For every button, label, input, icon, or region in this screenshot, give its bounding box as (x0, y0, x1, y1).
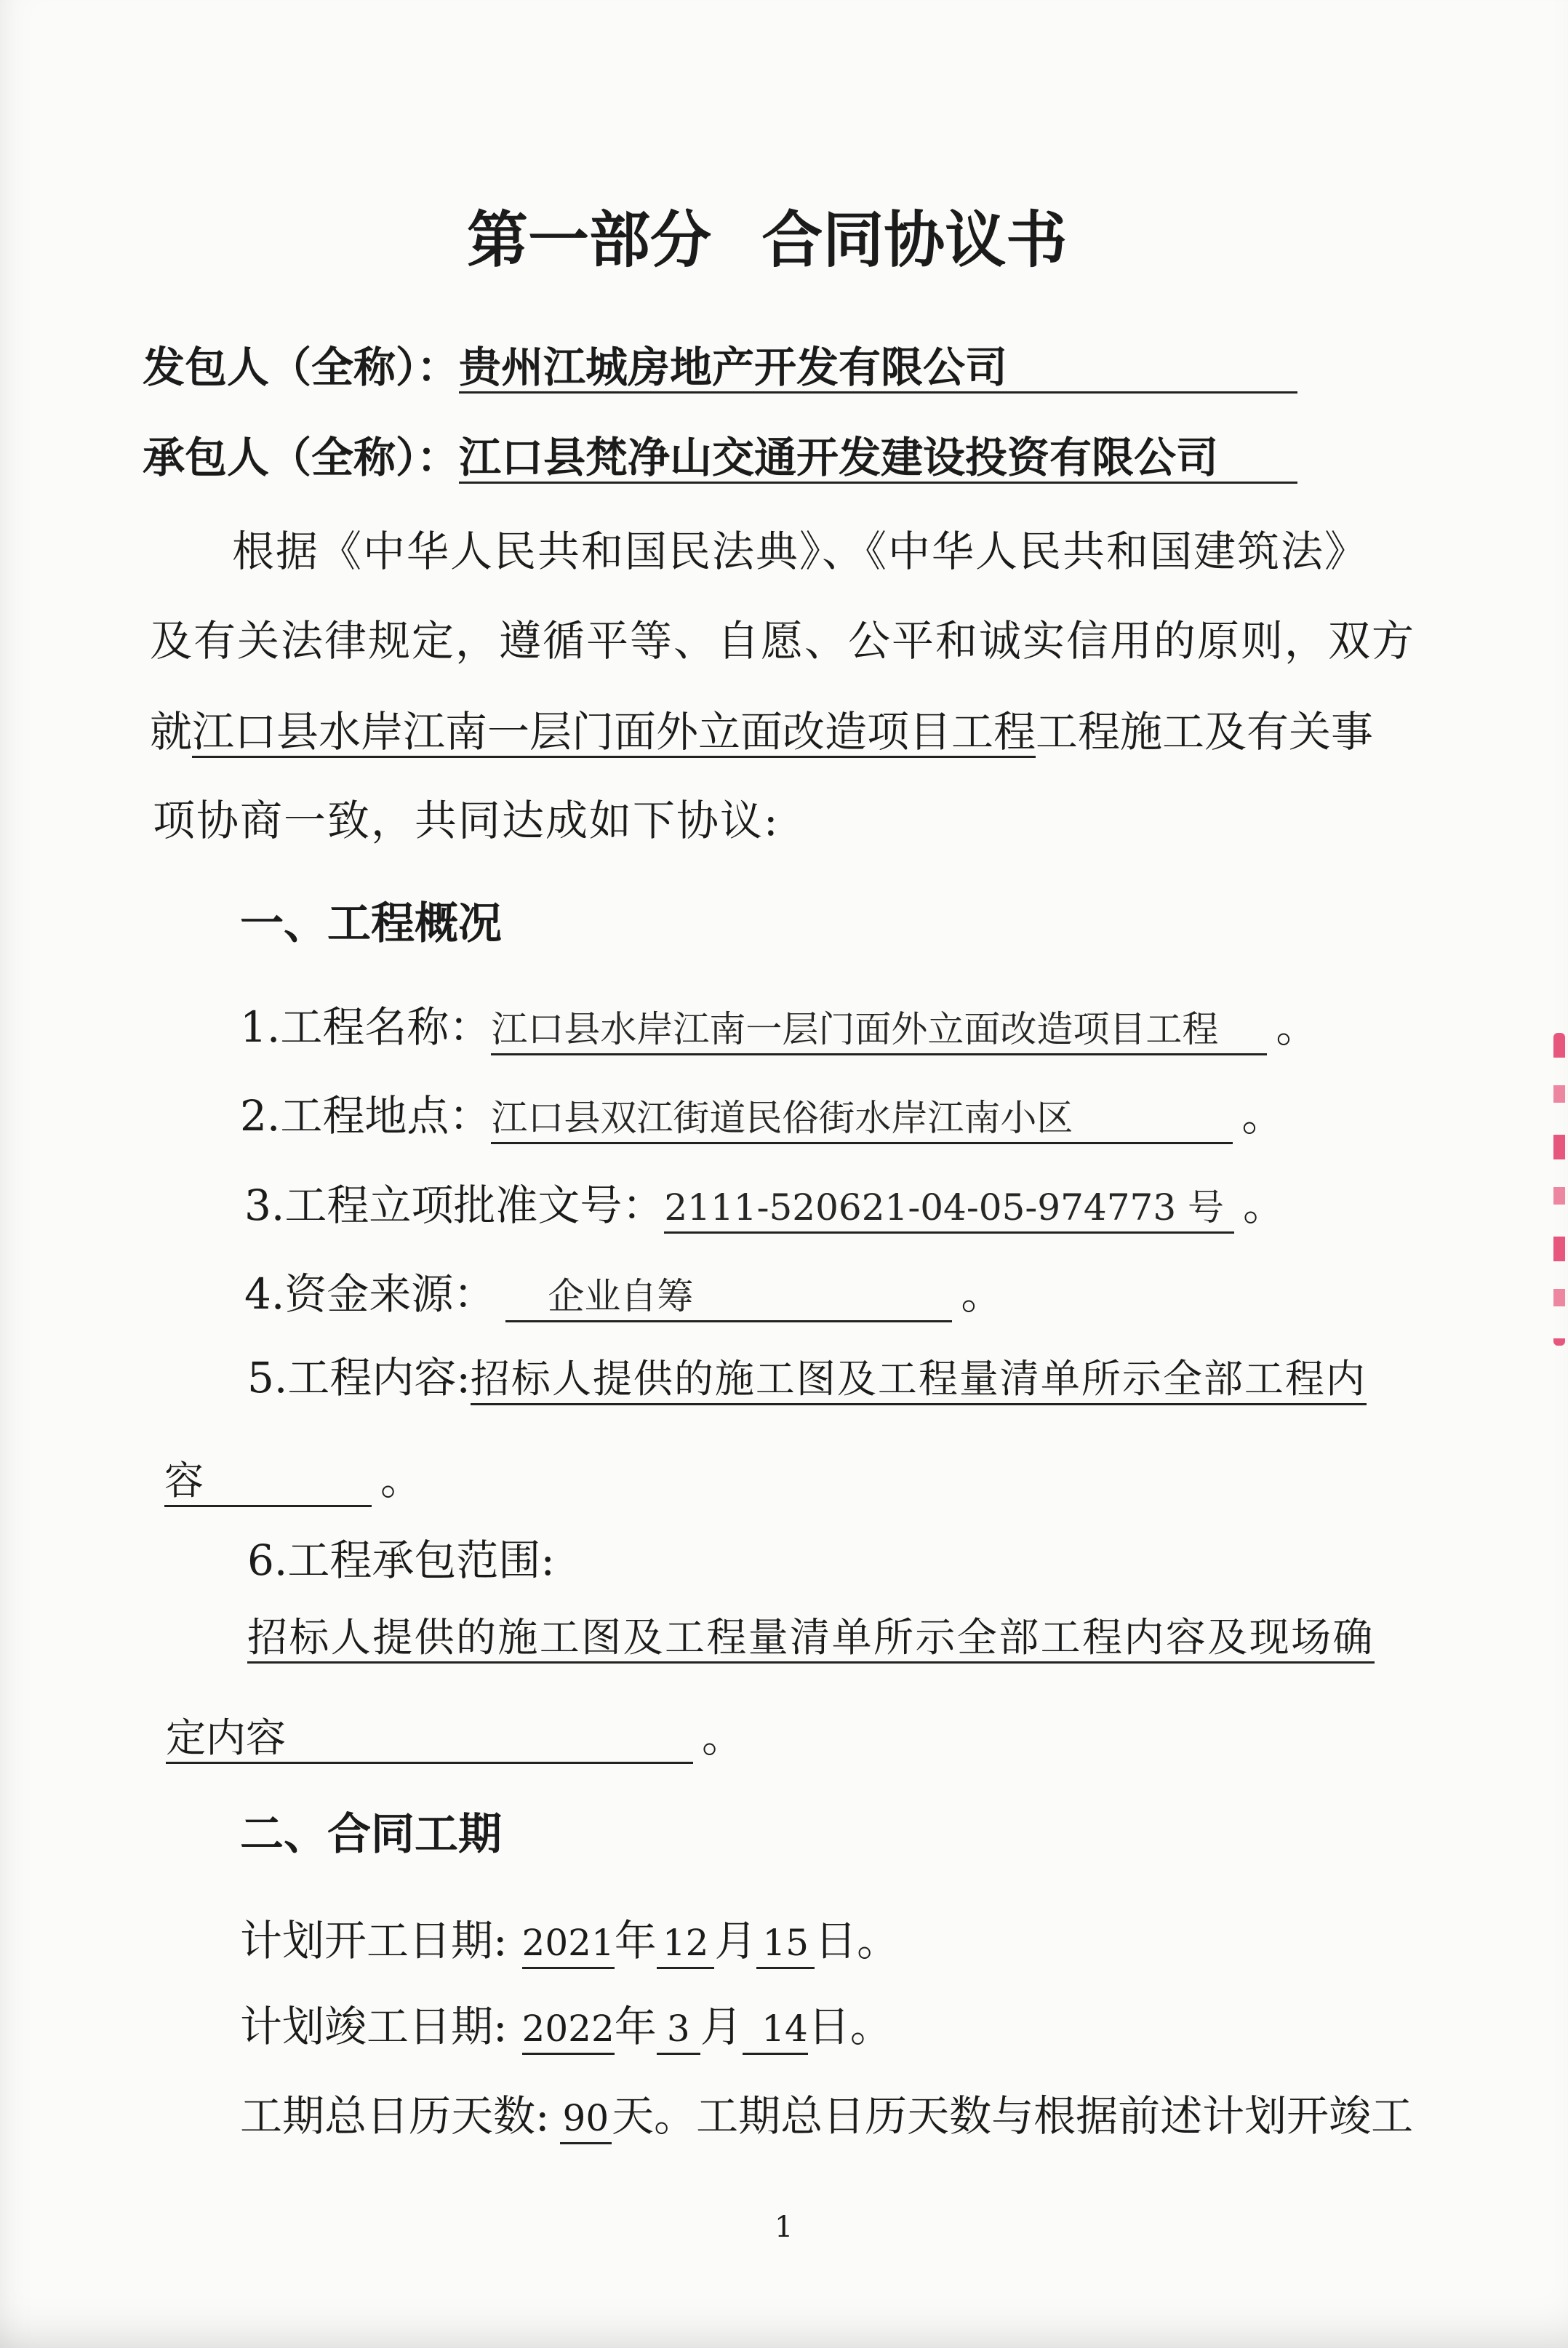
item-value: 江口县双江街道民俗街水岸江南小区 (491, 1094, 1233, 1144)
item-contract-scope (247, 1537, 555, 1584)
item-value: 江口县水岸江南一层门面外立面改造项目工程 (491, 1005, 1267, 1055)
day-unit: 日。 (815, 1916, 900, 1965)
item-label: 2.工程地点： (240, 1091, 492, 1141)
item-end-mark: 。 (380, 1455, 423, 1504)
item-label: 5.工程内容: (247, 1353, 471, 1402)
item-project-name (240, 1004, 1318, 1055)
item-end-mark: 。 (1241, 1091, 1284, 1141)
item-value-line-1: 招标人提供的施工图及工程量清单所示全部工程内容及现场确 (247, 1613, 1375, 1664)
page-number: 1 (775, 2211, 793, 2244)
completion-day: 14 (743, 2005, 808, 2055)
day-unit: 日。 (807, 2002, 892, 2051)
employer-name: 贵州江城房地产开发有限公司 (459, 343, 1297, 394)
item-contract-scope-continued (166, 1714, 744, 1764)
item-value-line-2: 定内容 (166, 1714, 693, 1764)
duration-text: 天。工期总日历天数与根据前述计划开竣工 (612, 2091, 1414, 2141)
contractor-name: 江口县梵净山交通开发建设投资有限公司 (459, 434, 1297, 484)
duration-days: 90 (560, 2094, 612, 2144)
seal-fragment (1553, 1033, 1565, 1346)
completion-year: 2022 (522, 2005, 615, 2055)
month-unit: 月 (700, 2002, 743, 2051)
employer-line (143, 343, 1297, 394)
item-label: 4.资金来源： (244, 1269, 496, 1319)
item-value-line-2: 容 (164, 1457, 372, 1507)
start-month: 12 (657, 1919, 715, 1969)
total-duration (240, 2093, 1413, 2144)
item-value: 2111-520621-04-05-974773 号 (664, 1183, 1234, 1234)
preamble-line-2: 及有关法律规定，遵循平等、自愿、公平和诚实信用的原则，双方 (150, 616, 1416, 666)
year-unit: 年 (614, 2002, 657, 2051)
preamble-line-4: 项协商一致，共同达成如下协议: (153, 796, 780, 845)
date-label: 计划竣工日期: (240, 2002, 508, 2051)
preamble-project-name: 江口县水岸江南一层门面外立面改造项目工程 (192, 707, 1036, 756)
contractor-label: 承包人（全称）： (143, 433, 460, 482)
month-unit: 月 (714, 1916, 757, 1965)
planned-completion-date (240, 2003, 892, 2055)
preamble-line-3 (150, 708, 1373, 758)
item-label: 6.工程承包范围: (247, 1536, 555, 1585)
employer-label: 发包人（全称）： (143, 343, 460, 392)
item-funding-source (244, 1271, 1003, 1322)
start-day: 15 (756, 1919, 815, 1969)
item-value-line-1: 招标人提供的施工图及工程量清单所示全部工程内 (471, 1355, 1367, 1405)
item-label: 3.工程立项批准文号： (244, 1181, 665, 1230)
item-project-content (247, 1354, 1367, 1405)
item-contract-scope-value (247, 1613, 1375, 1664)
preamble-line-1: 根据《中华人民共和国民法典》、《中华人民共和国建筑法》 (232, 527, 1369, 576)
duration-label: 工期总日历天数: (240, 2091, 550, 2141)
section-heading-project-overview: 一、工程概况 (240, 898, 502, 949)
item-end-mark: 。 (1243, 1181, 1286, 1230)
preamble-suffix: 工程施工及有关事 (1036, 707, 1374, 756)
section-heading-contract-period: 二、合同工期 (240, 1809, 502, 1860)
year-unit: 年 (614, 1916, 657, 1965)
contractor-line (143, 434, 1297, 484)
date-label: 计划开工日期: (240, 1916, 508, 1965)
planned-start-date (240, 1917, 899, 1969)
item-value: 企业自筹 (505, 1272, 952, 1322)
item-end-mark: 。 (961, 1269, 1004, 1319)
item-end-mark: 。 (1276, 1002, 1319, 1052)
item-project-location (240, 1093, 1284, 1144)
page-title: 第一部分 合同协议书 (467, 204, 1068, 276)
completion-month: 3 (657, 2005, 700, 2055)
preamble-prefix: 就 (150, 707, 193, 756)
item-approval-number (244, 1182, 1285, 1234)
item-end-mark: 。 (702, 1712, 745, 1762)
start-year: 2021 (522, 1919, 615, 1969)
item-label: 1.工程名称： (240, 1002, 492, 1052)
item-project-content-continued (164, 1456, 423, 1507)
